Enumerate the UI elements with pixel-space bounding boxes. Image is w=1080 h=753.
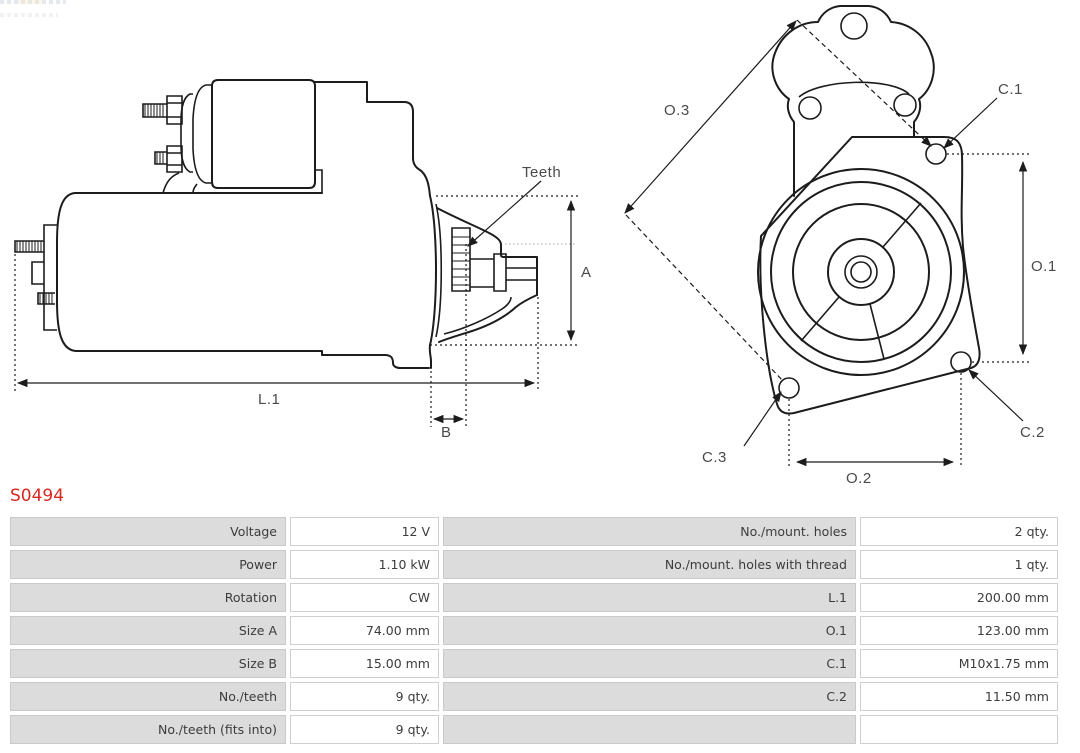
solenoid-feet xyxy=(163,173,197,193)
terminal-nut-lower xyxy=(167,146,182,172)
spec-label: No./teeth (fits into) xyxy=(10,715,286,744)
lower-stud-threads xyxy=(40,293,52,304)
castle-inner-arc xyxy=(799,82,909,97)
dim-label-l1: L.1 xyxy=(258,391,281,408)
spec-label: Size A xyxy=(10,616,286,645)
terminal-stud-lower-threads xyxy=(157,152,163,164)
c2-leader-arrow xyxy=(969,370,1023,421)
spec-value: M10x1.75 mm xyxy=(860,649,1058,678)
spec-label: L.1 xyxy=(443,583,856,612)
spec-value: 2 qty. xyxy=(860,517,1058,546)
solenoid-cap-outer xyxy=(193,85,212,183)
hole-c3 xyxy=(779,378,799,398)
end-nut xyxy=(32,262,44,284)
teeth-label: Teeth xyxy=(522,164,562,181)
spec-value-empty xyxy=(860,715,1058,744)
shaft-end xyxy=(506,268,537,280)
solenoid-body xyxy=(212,80,315,188)
dim-label-a: A xyxy=(581,264,592,281)
spec-value: 9 qty. xyxy=(290,715,439,744)
spec-value: 1.10 kW xyxy=(290,550,439,579)
spec-label: Rotation xyxy=(10,583,286,612)
dim-label-o2: O.2 xyxy=(846,470,872,487)
dim-label-b: B xyxy=(441,424,452,441)
terminal-nut-upper xyxy=(167,96,182,124)
castle-right-hole xyxy=(894,94,916,116)
spec-label: No./mount. holes xyxy=(443,517,856,546)
spec-value: 1 qty. xyxy=(860,550,1058,579)
housing-notch xyxy=(315,170,322,193)
spec-label: No./mount. holes with thread xyxy=(443,550,856,579)
spec-label: O.1 xyxy=(443,616,856,645)
spec-table xyxy=(10,517,1058,744)
hole-c2 xyxy=(951,352,971,372)
spec-value: 123.00 mm xyxy=(860,616,1058,645)
dim-label-c1: C.1 xyxy=(998,81,1023,98)
spec-value: 200.00 mm xyxy=(860,583,1058,612)
nose-bottom-outline xyxy=(439,295,537,342)
drive-housing-outline xyxy=(315,82,436,368)
spec-label: Voltage xyxy=(10,517,286,546)
end-plate xyxy=(44,225,57,330)
dim-label-c3: C.3 xyxy=(702,449,727,466)
pinion-shaft xyxy=(470,259,494,287)
castle-outline xyxy=(772,6,933,196)
side-view-drawing xyxy=(15,80,592,441)
teeth-leader-arrow xyxy=(468,181,541,246)
spec-value: 74.00 mm xyxy=(290,616,439,645)
c1-leader-arrow xyxy=(944,98,997,148)
motor-body-outline xyxy=(57,193,429,368)
spec-label: C.1 xyxy=(443,649,856,678)
gear-housing-circle-outer xyxy=(758,169,964,375)
part-number: S0494 xyxy=(10,486,65,506)
spec-label-empty xyxy=(443,715,856,744)
spec-label: C.2 xyxy=(443,682,856,711)
castle-left-hole xyxy=(799,97,821,119)
spec-label: Size B xyxy=(10,649,286,678)
spec-label: No./teeth xyxy=(10,682,286,711)
bore-circle xyxy=(851,262,871,282)
spec-value: CW xyxy=(290,583,439,612)
gear-housing-circle-2 xyxy=(771,182,951,362)
radial-section-lines xyxy=(801,203,921,359)
spec-label: Power xyxy=(10,550,286,579)
c3-leader-arrow xyxy=(744,392,781,446)
spec-value: 12 V xyxy=(290,517,439,546)
dim-label-o3: O.3 xyxy=(664,102,690,119)
end-stud-threads xyxy=(17,241,41,252)
pinion-teeth-grooves xyxy=(452,237,470,285)
dim-label-o1: O.1 xyxy=(1031,258,1057,275)
terminal-stud-upper-threads xyxy=(145,104,163,117)
dim-o3-arrow xyxy=(625,21,796,213)
hub-circle xyxy=(828,239,894,305)
gear-housing-circle-3 xyxy=(793,204,929,340)
shaft-collar xyxy=(494,254,506,291)
spec-value: 11.50 mm xyxy=(860,682,1058,711)
spec-value: 15.00 mm xyxy=(290,649,439,678)
spec-value: 9 qty. xyxy=(290,682,439,711)
front-view-drawing xyxy=(625,6,1057,487)
dim-o3-extension-c3 xyxy=(626,215,783,381)
hole-c1 xyxy=(926,144,946,164)
castle-top-hole xyxy=(841,13,867,39)
dim-label-c2: C.2 xyxy=(1020,424,1045,441)
shaft-circle xyxy=(845,256,877,288)
